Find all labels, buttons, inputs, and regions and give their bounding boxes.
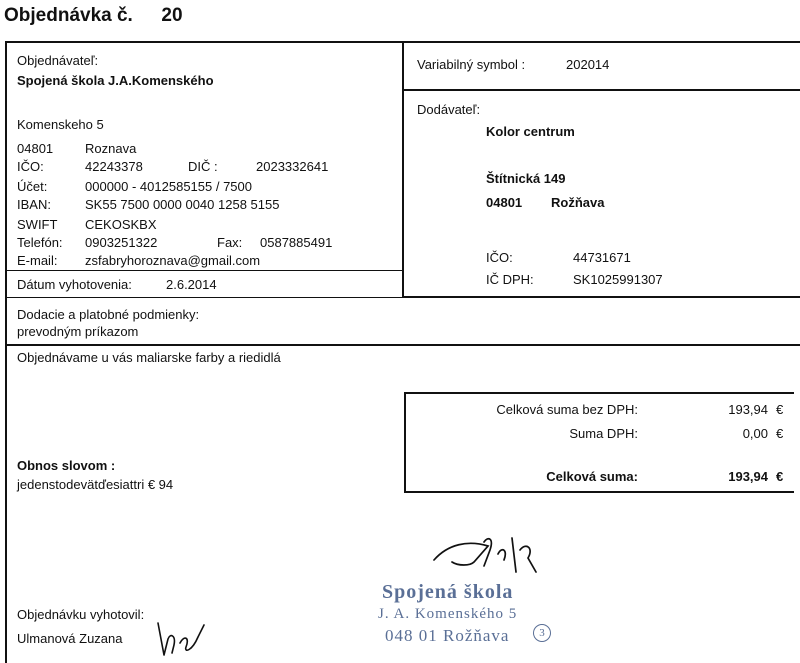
order-title-label: Objednávka č.	[4, 5, 133, 26]
buyer-fax-label: Fax:	[217, 235, 243, 250]
total-label: Celková suma:	[546, 469, 638, 484]
buyer-heading: Objednávateľ:	[17, 53, 99, 68]
vertical-divider	[402, 43, 404, 298]
buyer-swift-label: SWIFT	[17, 217, 58, 232]
net-value: 193,94	[728, 402, 768, 417]
stamp-number	[533, 624, 551, 642]
supplier-name: Kolor centrum	[486, 124, 575, 139]
supplier-zip: 04801	[486, 195, 523, 210]
buyer-phone-label: Telefón:	[17, 235, 63, 250]
issued-by-label: Objednávku vyhotovil:	[17, 607, 145, 622]
supplier-icdph-label: IČ DPH:	[486, 272, 534, 287]
conditions-value: prevodným príkazom	[17, 324, 139, 339]
vat-value: 0,00	[742, 426, 768, 441]
conditions-heading: Dodacie a platobné podmienky:	[17, 307, 200, 322]
buyer-city: Roznava	[85, 141, 137, 156]
supplier-heading: Dodávateľ:	[417, 102, 481, 117]
order-title	[4, 5, 183, 27]
stamp-line-2: J. A. Komenského 5	[378, 606, 518, 622]
buyer-street: Komenskeho 5	[17, 117, 104, 132]
left-bottom-divider	[5, 297, 403, 298]
issued-by-name: Ulmanová Zuzana	[17, 631, 123, 646]
vat-label: Suma DPH:	[569, 426, 638, 441]
stamp-line-1: Spojená škola	[382, 581, 514, 603]
date-top-divider	[5, 270, 403, 271]
buyer-ico: 42243378	[85, 159, 143, 174]
date-value: 2.6.2014	[166, 277, 217, 292]
vs-bottom-divider	[402, 89, 800, 91]
frame-left	[5, 41, 7, 663]
total-currency: €	[776, 469, 784, 484]
supplier-icdph: SK1025991307	[573, 272, 663, 287]
supplier-ico: 44731671	[573, 250, 631, 265]
supplier-bottom-divider	[402, 296, 800, 298]
buyer-iban-label: IBAN:	[17, 197, 51, 212]
buyer-account: 000000 - 4012585155 / 7500	[85, 179, 252, 194]
buyer-fax: 0587885491	[260, 235, 333, 250]
buyer-zip: 04801	[17, 141, 54, 156]
in-words-value: jedenstodevätďesiattri € 94	[17, 477, 174, 492]
date-label: Dátum vyhotovenia:	[17, 277, 132, 292]
order-text: Objednávame u vás maliarske farby a riedidlá	[17, 350, 281, 365]
issuer-signature	[150, 615, 220, 660]
stamp-number-text: 3	[539, 627, 545, 639]
vat-currency: €	[776, 426, 784, 441]
buyer-iban: SK55 7500 0000 0040 1258 5155	[85, 197, 280, 212]
buyer-phone: 0903251322	[85, 235, 158, 250]
buyer-name: Spojená škola J.A.Komenského	[17, 73, 214, 88]
net-currency: €	[776, 402, 784, 417]
supplier-city: Rožňava	[551, 195, 605, 210]
buyer-account-label: Účet:	[17, 179, 48, 194]
supplier-street: Štítnická 149	[486, 171, 566, 186]
stamp-line-3: 048 01 Rožňava	[385, 626, 510, 645]
buyer-email-label: E-mail:	[17, 253, 58, 268]
buyer-email: zsfabryhoroznava@gmail.com	[85, 253, 261, 268]
in-words-label: Obnos slovom :	[17, 458, 116, 473]
supplier-ico-label: IČO:	[486, 250, 513, 265]
total-value: 193,94	[728, 469, 768, 484]
net-label: Celková suma bez DPH:	[496, 402, 638, 417]
conditions-bottom-divider	[5, 344, 800, 346]
buyer-ico-label: IČO:	[17, 159, 44, 174]
buyer-swift: CEKOSKBX	[85, 217, 157, 232]
buyer-dic: 2023332641	[256, 159, 329, 174]
order-number: 20	[161, 5, 183, 26]
variable-symbol-label: Variabilný symbol :	[417, 57, 526, 72]
buyer-dic-label: DIČ :	[188, 159, 218, 174]
variable-symbol-value: 202014	[566, 57, 610, 72]
director-signature	[428, 532, 558, 582]
